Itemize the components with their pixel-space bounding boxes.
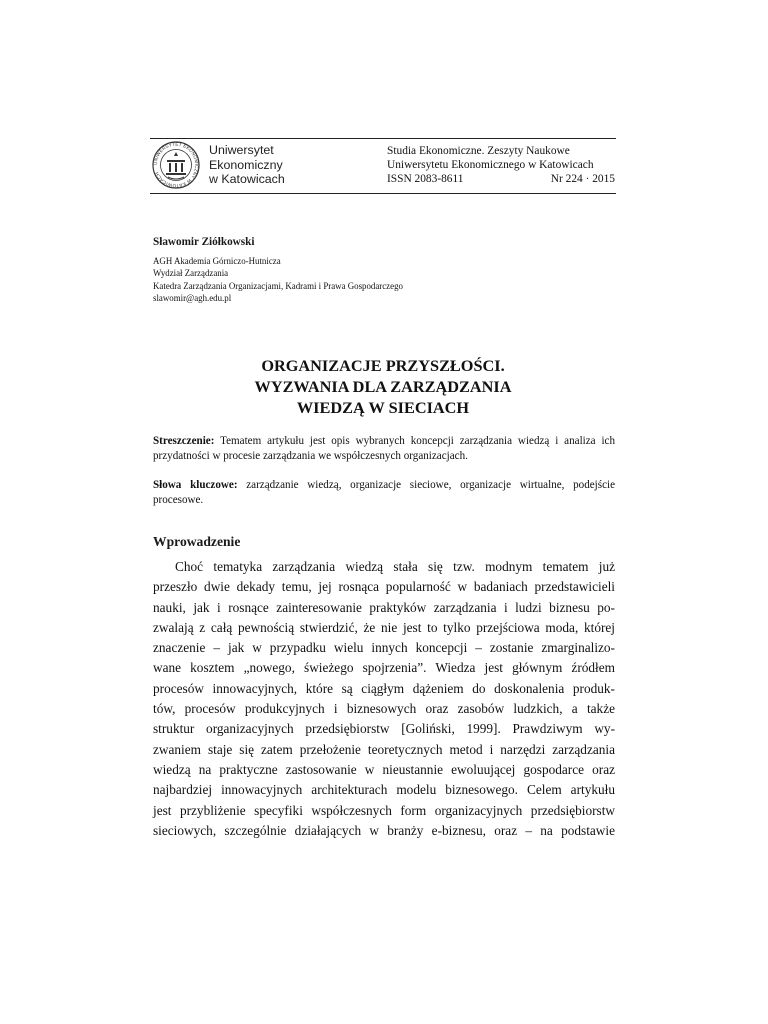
body-line: procesów innowacyjnych, które są ciągłym dążeniem do doskonalenia produk- — [153, 680, 615, 696]
author-email: slawomir@agh.edu.pl — [153, 293, 232, 304]
body-line: wane kosztem „nowego, świeżego spojrzenia”. Wiedza jest głównym źródłem — [153, 660, 615, 676]
paper-title — [150, 355, 616, 418]
university-name-line: Ekonomiczny — [209, 157, 283, 172]
body-line: przeszło dwie dekady temu, jej rosnąca popularność w badaniach przedstawicieli — [153, 579, 615, 595]
body-line: zwalają z całą pewnością stwierdzić, że nie jest to tylko przejściowa moda, której — [153, 619, 615, 635]
body-paragraph — [153, 557, 615, 841]
author-name: Sławomir Ziółkowski — [153, 236, 255, 248]
abstract-text: Tematem artykułu jest opis wybranych koncepcji zarządzania wiedzą i analiza ich przydatności w procesie zarządzania we współczesnych organizacjach. — [153, 435, 616, 462]
body-line: Choć tematyka zarządzania wiedzą stała się tzw. modnym tematem już — [175, 559, 615, 574]
keywords-label: Słowa kluczowe: — [153, 479, 238, 491]
keywords-text: zarządzanie wiedzą, organizacje sieciowe, organizacje wirtualne, podejście procesowe. — [153, 479, 615, 506]
body-line: najbardziej innowacyjnych architekturach modelu biznesowego. Celem artykułu — [153, 782, 615, 798]
journal-issn: ISSN 2083-8611 — [387, 173, 464, 186]
affiliation-department: Katedra Zarządzania Organizacjami, Kadrami i Prawa Gospodarczego — [153, 280, 403, 291]
journal-series: Studia Ekonomiczne. Zeszyty Naukowe — [387, 145, 570, 157]
journal-info — [387, 144, 615, 187]
keywords — [153, 478, 615, 508]
university-name-line: w Katowicach — [209, 172, 285, 186]
abstract — [153, 434, 615, 464]
author-affiliation — [153, 255, 403, 305]
journal-issue: Nr 224 · 2015 — [550, 173, 615, 186]
title-line: ORGANIZACJE PRZYSZŁOŚCI. — [261, 356, 505, 375]
section-heading: Wprowadzenie — [153, 534, 241, 549]
header-top-rule — [150, 138, 616, 139]
body-line: jest przybliżenie specyfiki współczesnych form organizacyjnych przedsiębiorstw — [153, 802, 615, 818]
body-line: zwaniem staje się zatem przełożenie teoretycznych metod i narzędzi zarządzania — [153, 741, 615, 757]
title-line: WIEDZĄ W SIECIACH — [296, 398, 470, 417]
journal-publisher: Uniwersytetu Ekonomicznego w Katowicach — [387, 159, 594, 172]
body-line: znaczenie – jak w przypadku wielu innych koncepcji – zostanie zmarginalizo- — [153, 640, 615, 656]
affiliation-faculty: Wydział Zarządzania — [153, 268, 229, 279]
body-line: nauki, jak i rosnące zainteresowanie praktyków zarządzania i ludzi biznesu po- — [153, 599, 615, 615]
title-line: WYZWANIA DLA ZARZĄDZANIA — [254, 377, 512, 396]
body-line: wiedzą na praktyczne zastosowanie w nieustannie ewoluującej gospodarce oraz — [153, 761, 615, 777]
university-name-line: Uniwersytet — [209, 143, 274, 157]
seal-text: UNIWERSYTET EKONOMICZNY W KATOWICACH — [152, 141, 200, 189]
body-line: struktur organizacyjnych przedsiębiorstw [Goliński, 1999]. Prawdziwym wy- — [153, 721, 615, 737]
abstract-label: Streszczenie: — [153, 435, 215, 447]
affiliation-institution: AGH Akademia Górniczo-Hutnicza — [153, 256, 281, 266]
body-line: sieciowych, szczególnie działających w branży e-biznesu, oraz – na podstawie — [153, 822, 615, 838]
body-line: tów, procesów produkcyjnych i biznesowych oraz zasobów ludzkich, a także — [153, 701, 615, 717]
university-seal-icon — [152, 141, 200, 189]
university-name — [209, 143, 285, 187]
header-bottom-rule — [150, 193, 616, 194]
